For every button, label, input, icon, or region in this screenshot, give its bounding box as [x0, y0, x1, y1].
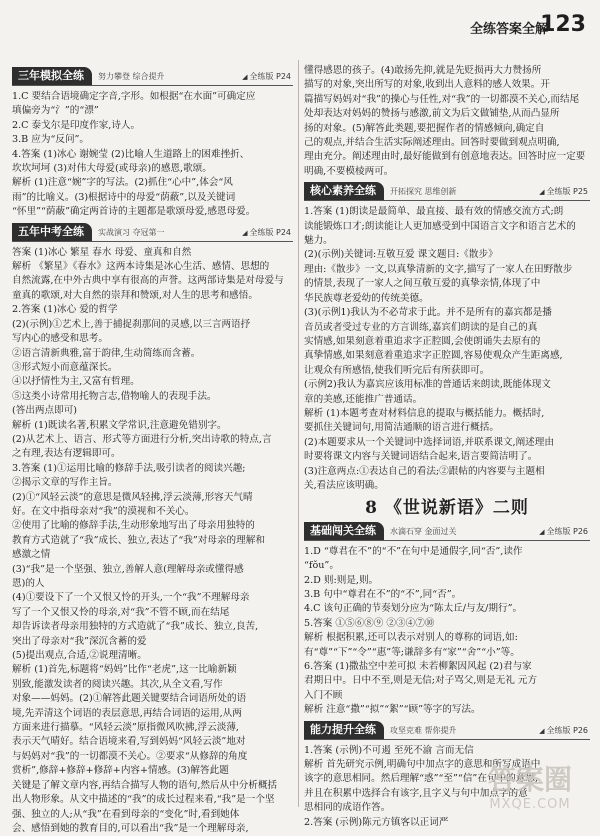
section-header: [304, 522, 590, 541]
text-line: 解析 (1)本题考查对材料信息的提取与概括能力。概括时,: [304, 407, 545, 419]
text-line: 强、独立的人;从“我”在看到母亲的“变化”时,看到她体: [12, 808, 240, 820]
text-line: 扬的对象。(5)解答此类题,要把握作者的情感倾向,确定自: [304, 122, 545, 134]
section-subtitle: 攻坚克难 帮你提升: [390, 725, 457, 735]
text-line: 3.B 应为“反问”。: [12, 134, 90, 146]
text-line: (2)①“风轻云淡”的意思是微风轻拂,浮云淡薄,形容天气晴: [12, 491, 253, 503]
text-line: 的情景,表现了一家人之间互敬互爱的真挚亲情,体现了中: [304, 278, 541, 290]
text-line: 境,先弄清这个词语的表层意思,再结合词语的运用,从两: [12, 707, 242, 719]
text-line: 自然流露,在中外古典中享有很高的声誉。这两部诗集是对母爱与: [12, 275, 284, 287]
watermark: [466, 763, 594, 821]
watermark-main: 答案圈: [487, 763, 572, 796]
text-line: 答案 (1)冰心 繁星 春水 母爱、童真和自然: [12, 246, 192, 258]
text-line: 描写的对象,突出所写的对象,收到出人意料的感人效果。开: [304, 79, 550, 91]
text-line: 4.答案 (1)冰心 谢婉莹 (2)比喻人生道路上的困难挫折、: [12, 148, 250, 160]
text-line: 懂得感恩的孩子。(4)敢扬先抑,就是先贬损再大力赞扬所: [304, 65, 542, 76]
text-line: (2)从艺术上、语言、形式等方面进行分析,突出诗歌的特点,言: [12, 433, 272, 445]
text-line: 写了一个又恨又怜的母亲,对“我”不管不顾,而在结尾: [12, 606, 230, 618]
text-line: 解析 (1)既读名著,积累文学常识,注意避免错别字。: [12, 419, 227, 431]
text-line: 坎坎坷坷 (3)对伟大母爱(或母亲)的感恩,歌颂。: [12, 163, 212, 175]
text-line: 写内心的感受和思考。: [12, 333, 108, 345]
text-line: (3)注意两点:①表达自己的看法;②跟帖的内容要与主题相: [304, 465, 545, 477]
text-line: “怀里”“荫蔽”确定两首诗的主题都是歌颂母爱,感恩母爱。: [12, 206, 256, 218]
text-line: ④以抒情性为主,又富有哲理。: [12, 376, 140, 388]
text-line: 感激之情: [12, 549, 51, 561]
text-line: 时要将课文内容与关键词语结合起来,语言要简洁明了。: [304, 451, 538, 463]
section-page-ref: [242, 70, 291, 84]
text-line: 思相同的成语作答。: [304, 802, 391, 814]
text-line: 解析 首先研究示例,明确句中加点字的意思和所写成语中: [304, 759, 541, 771]
text-line: 教育方式造就了“我”成长、独立,表达了“我”对母亲的理解和: [12, 534, 265, 546]
section-title: 五年中考全练: [12, 223, 92, 241]
page-number: 123: [540, 12, 586, 37]
section-header: [304, 182, 590, 201]
text-line: 赏析”,修辞+修辞+修辞+内容+情感。(3)解答此题: [12, 765, 229, 777]
section-ref-text: 全练版 P26: [546, 725, 588, 735]
header-label: 全练答案全解: [469, 22, 548, 37]
arrow-icon: ◢: [242, 228, 248, 237]
section-subtitle: 努力攀登 综合提升: [98, 72, 165, 81]
section-ref-text: 全练版 P26: [546, 526, 588, 536]
text-line: 却告诉读者母亲用独特的方式造就了“我”成长、独立,良苦,: [12, 621, 259, 633]
section-title: 核心素养全练: [304, 182, 384, 200]
section-ref-text: 全练版 P24: [249, 72, 291, 81]
text-line: 君期日中。日中不至,则是无信;对子骂父,则是无礼 元方: [304, 675, 538, 687]
section-header: [12, 223, 293, 242]
text-line: 1.答案 (示例)不可遏 至死不渝 言而无信: [304, 744, 474, 756]
text-line: (答出两点即可): [12, 405, 78, 417]
section-title: 能力提升全练: [304, 721, 384, 739]
section-header: [304, 721, 590, 740]
text-line: 童真的歌颂,对大自然的崇拜和赞颂,对人生的思考和感悟。: [12, 289, 258, 301]
text-line: (3)“我”是一个坚强、独立,善解人意(理解母亲或懂得感: [12, 563, 244, 575]
section-subtitle: 水滴石穿 金面过关: [390, 526, 457, 536]
section-title: 三年模拟全练: [12, 67, 92, 85]
text-line: 解析 根据积累,还可以表示对别人的尊称的词语,如:: [304, 632, 518, 644]
watermark-sub: MXQE.COM: [489, 797, 571, 812]
text-line: 要抓住关键词句,用简洁通顺的语言进行概括。: [304, 422, 499, 434]
text-line: 并且在积累中选择合有该字,且字义与句中加点字的意: [304, 787, 528, 799]
text-line: 2.D 则:则是,则。: [304, 574, 379, 586]
text-line: (2)本题要求从一个关键词中选择词语,并联系课文,阐述理由: [304, 436, 554, 448]
text-line: 魅力。: [304, 235, 333, 247]
text-line: 解析 (1)首先,标题将“妈妈”比作“老虎”,这一比喻新颖: [12, 664, 237, 676]
text-line: 理由充分。阐述理由时,最好能做到有创意地表达。回答时应一定要: [304, 151, 586, 163]
text-line: “fǒu”。: [304, 560, 339, 572]
text-line: 别致,能激发读者的阅读兴趣。其次,从全文看,写作: [12, 678, 223, 690]
text-line: 恩)的人: [12, 578, 45, 589]
text-line: 有“尊”“下”“令”“惠”等;谦辞多有“家”“舍”“小”等。: [304, 646, 520, 658]
chapter-title: 8 《世说新语》二则: [365, 498, 529, 519]
section-ref-text: 全练版 P25: [546, 187, 588, 197]
text-line: ②语言清新典雅,富于韵律,生动简练而含蓄。: [12, 347, 201, 359]
right-column: [304, 64, 590, 828]
text-line: 1.答案 (1)朗读是最简单、最直接、最有效的情感交流方式;朗: [304, 206, 564, 218]
section-page-ref: [539, 525, 588, 539]
text-line: 之有理,表达有逻辑即可。: [12, 448, 121, 460]
arrow-icon: ◢: [539, 726, 545, 735]
text-line: 明确,不要模棱两可。: [304, 165, 394, 177]
text-line: 2.C 泰戈尔是印度作家,诗人。: [12, 119, 141, 131]
text-line: 3.答案 (1)①运用比喻的修辞手法,吸引读者的阅读兴趣;: [12, 462, 246, 474]
text-line: 入门不顾: [304, 689, 343, 701]
text-line: (5)提出观点,合适,②说理清晰。: [12, 650, 147, 662]
text-line: (4)①要设下了一个又恨又怜的开头,一个“我”不理解母亲: [12, 592, 250, 604]
section-subtitle: 实战演习 夺冠第一: [98, 227, 165, 237]
text-line: ③形式短小而意蕴深长。: [12, 361, 118, 373]
column-divider: [298, 60, 299, 807]
text-line: 表示天气晴好。结合语境来看,写到妈妈“风轻云淡”地对: [12, 736, 246, 748]
section-header: [12, 67, 293, 86]
text-line: 该字的意思相同。然后理解“惑”“至”“信”在句中的意思,: [304, 773, 538, 785]
section-subtitle: 开拓探究 思维创新: [390, 187, 457, 197]
text-line: 出人物形象。从文中描述的“我”的成长过程来看,“我”是一个坚: [12, 794, 275, 806]
text-line: 章的美感,还能推广普通话。: [304, 393, 423, 405]
section-page-ref: [242, 226, 291, 240]
section-page-ref: [539, 185, 588, 199]
text-line: 真挚情感,如果刻意着重追求字正腔圆,容易使观众产生距离感,: [304, 350, 563, 362]
text-line: 2.答案 (示例)陈元方镇客以正词严: [304, 816, 449, 828]
text-line: 解析 注意“撒”“拟”“絮”“顾”等字的写法。: [304, 704, 481, 716]
text-line: 3.B 句中“尊君在不”的“不”,同“否”。: [304, 589, 462, 600]
arrow-icon: ◢: [242, 73, 248, 81]
page-header: [0, 0, 600, 46]
text-line: 雨”的比喻义。(3)根据诗中的母爱“荫蔽”,以及关键词: [12, 191, 236, 203]
arrow-icon: ◢: [539, 527, 545, 536]
text-line: 华民族尊老爱幼的传统美德。: [304, 292, 429, 304]
text-line: 突出了母亲对“我”深沉含蓄的爱: [12, 635, 147, 647]
text-line: 5.答案 ①⑤⑥⑧⑨ ②③④⑦⑩: [304, 617, 435, 629]
text-line: 实情感,如果刻意着重追求字正腔圆,会使朗诵失去原有的: [304, 335, 541, 347]
section-ref-text: 全练版 P24: [249, 227, 291, 237]
text-line: 填偏旁为“氵”的“漂”: [12, 105, 99, 117]
text-line: ⑤这类小诗常用托物言志,借物喻人的表现手法。: [12, 390, 217, 402]
text-line: 关键是了解文章内容,再结合描写人物的语句,然后从中分析概括: [12, 779, 278, 791]
text-line: 与妈妈对“我”的一切都漠不关心。②要求“从修辞的角度: [12, 750, 248, 762]
text-line: 音员或者受过专业的方言训练,嘉宾们朗读的是自己的真: [304, 321, 538, 333]
text-line: 理由:《散步》一文,以真挚清新的文字,描写了一家人在田野散步: [304, 263, 573, 275]
arrow-icon: ◢: [539, 188, 545, 197]
text-line: 解析 (1)注意“婉”字的写法。(2)抓住“心中”,体会“风: [12, 177, 233, 189]
text-line: 读能锻炼口才;朗读能让人更加感受到中国语言文字和语言艺术的: [304, 220, 576, 232]
section-page-ref: [539, 724, 588, 738]
section-title: 基础闯关全练: [304, 522, 384, 540]
text-line: 4.C 该句正确的节奏划分应为“陈太丘/与友/期行”。: [304, 603, 523, 615]
text-line: 让观众有所感悟,使我们听完后有所获即可。: [304, 364, 490, 376]
text-line: 会、感悟到她的教育目的,可以看出“我”是一个理解母亲,: [12, 822, 249, 834]
text-line: 1.C 要结合语境确定字音,字形。如根据“在水面”可确定应: [12, 91, 256, 102]
text-line: 2.答案 (1)冰心 爱的哲学: [12, 304, 118, 316]
text-line: 关,看法应该明确。: [304, 479, 384, 491]
text-line: (2)(示例)①艺术上,善于捕捉刹那间的灵感,以三言两语抒: [12, 318, 251, 330]
text-line: 1.D “尊君在不”的“不”在句中是通假字,同“否”,读作: [304, 545, 523, 557]
left-column: [12, 64, 293, 834]
text-line: 6.答案 (1)撒盐空中差可拟 未若柳絮因风起 (2)君与家: [304, 661, 532, 673]
text-line: ②使用了比喻的修辞手法,生动形象地写出了母亲用独特的: [12, 520, 255, 532]
text-line: (示例2)我认为嘉宾应该用标准的普通话来朗读,既能体现文: [304, 379, 551, 391]
text-line: 处却表达对妈妈的赞扬与感激,前文为后文做铺垫,从而凸显所: [304, 108, 560, 120]
text-line: 方面来进行描摹。“风轻云淡”原指微风吹拂,浮云淡薄,: [12, 722, 239, 734]
text-line: (3)(示例1)我认为不必苛求于此。并不是所有的嘉宾都是播: [304, 307, 552, 319]
text-line: ②揭示文章的写作主旨。: [12, 477, 118, 489]
text-line: 篇描写妈妈对“我”的操心与任性,对“我”的一切都漠不关心,而结尾: [304, 93, 580, 105]
text-line: 对象——妈妈。(2)①解答此题关键要结合词语所处的语: [12, 693, 247, 705]
text-line: 好。在文中指母亲对“我”的漠视和不关心。: [12, 505, 195, 517]
text-line: (2)(示例)关键词:互敬互爱 课文题目:《散步》: [304, 249, 498, 261]
text-line: 己的观点,并结合生活实际阐述理由。回答时要做到观点明确,: [304, 137, 560, 149]
text-line: 解析 《繁星》《春水》这两本诗集是冰心生活、感情、思想的: [12, 261, 270, 273]
